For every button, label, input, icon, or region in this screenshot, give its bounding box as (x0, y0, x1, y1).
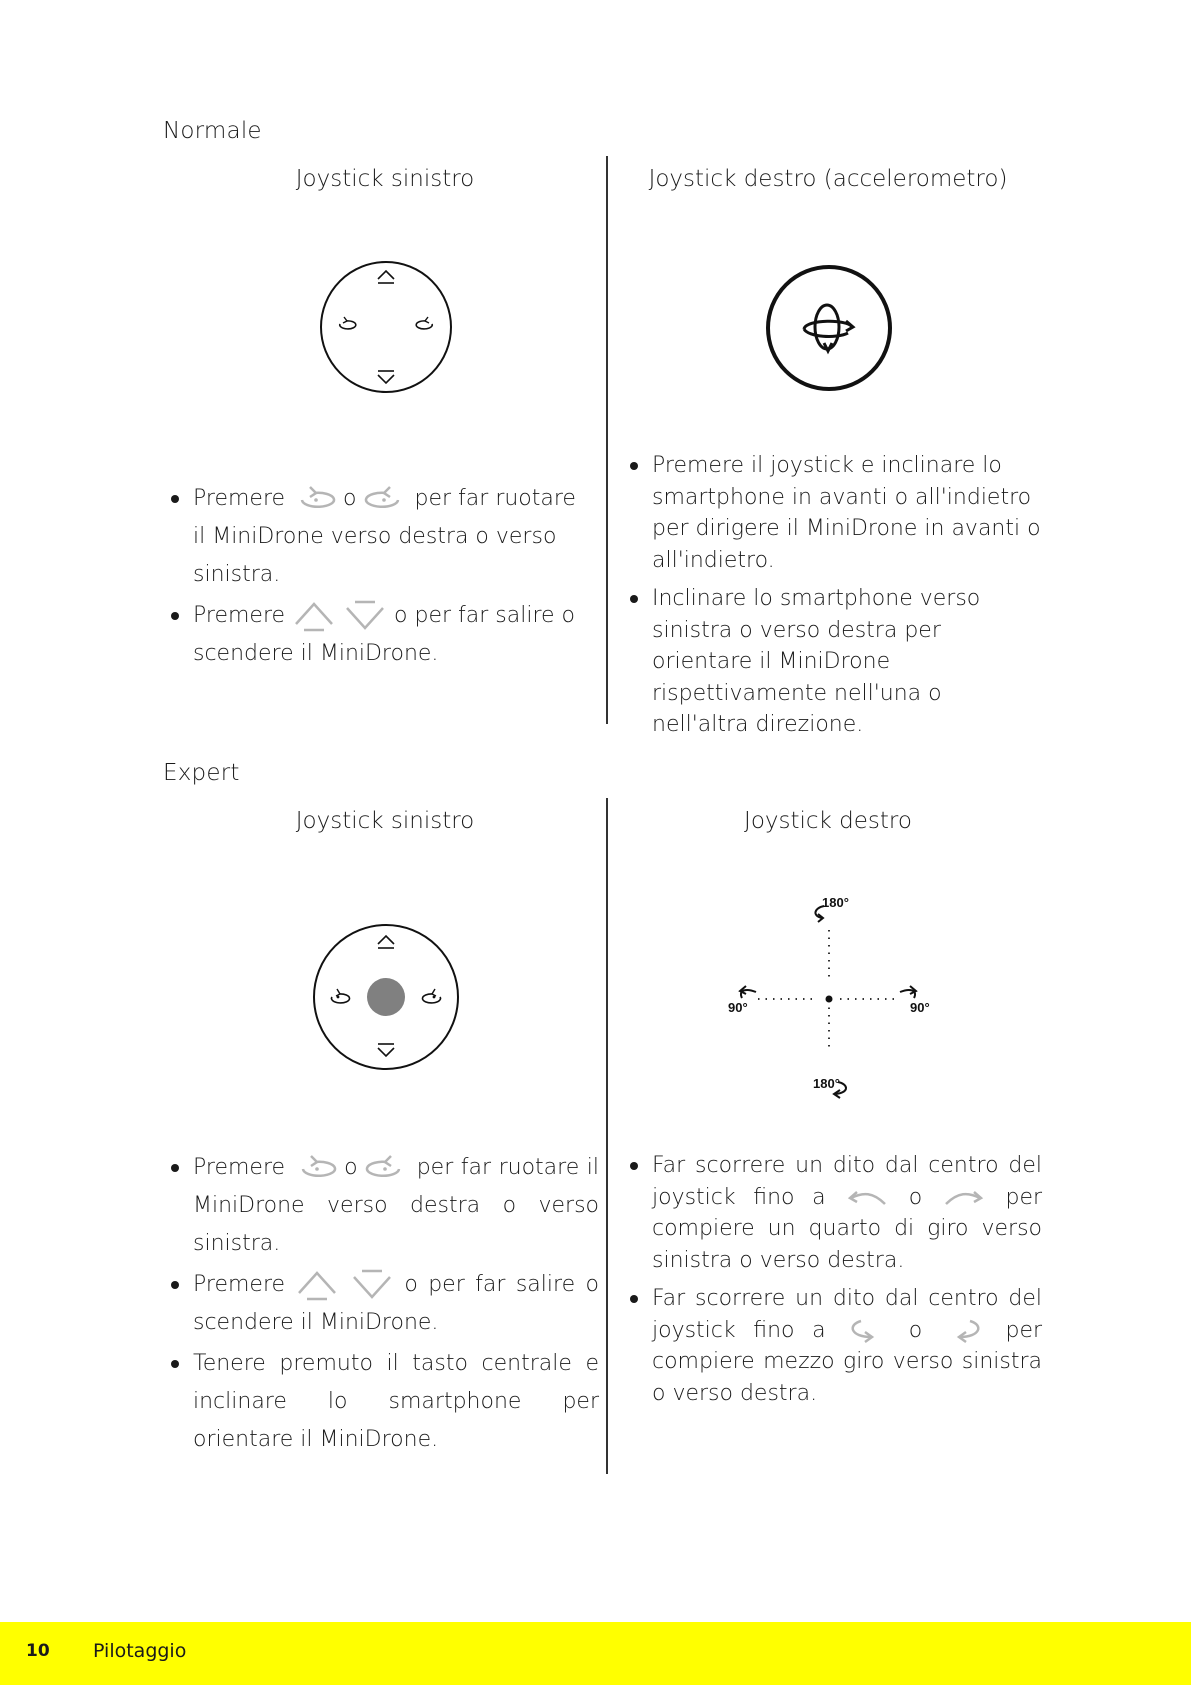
list-item: Far scorrere un dito dal centro del joystick fino a o per compiere mezzo giro verso sinistra o verso destra. (622, 1283, 1042, 1409)
expert-left-joystick-title: Joystick sinistro (295, 808, 475, 834)
normal-right-joystick-title: Joystick destro (accelerometro) (648, 166, 1008, 192)
label-90-left: 90° (728, 1000, 748, 1015)
list-item: Far scorrere un dito dal centro del joystick fino a o per compiere un quarto di giro verso sinistra o verso destra. (622, 1150, 1042, 1276)
footer-title: Pilotaggio (93, 1640, 187, 1662)
list-item: Premere il joystick e inclinare lo smartphone in avanti o all'indietro per dirigere il MiniDrone in avanti o all'indietro. (622, 450, 1042, 576)
page-footer (0, 1622, 1191, 1685)
list-item: Premere o per far ruotare il MiniDrone verso destra o verso sinistra. (163, 480, 583, 594)
half-turn-right-icon (940, 1317, 988, 1345)
list-item: Inclinare lo smartphone verso sinistra o verso destra per orientare il MiniDrone rispettivamente nell'una o nell'altra direzione. (622, 583, 1042, 741)
list-item: Premere o per far salire o scendere il MiniDrone. (163, 1266, 599, 1342)
section-title-normal: Normale (163, 118, 262, 144)
page-number: 10 (26, 1641, 50, 1661)
normal-right-instructions (622, 450, 1042, 748)
quarter-turn-left-icon (843, 1186, 891, 1210)
expert-left-instructions (163, 1149, 599, 1462)
rotate-right-icon (293, 1151, 337, 1185)
center-button-icon (367, 978, 405, 1016)
normal-left-instructions (163, 480, 583, 676)
expert-right-instructions (622, 1150, 1042, 1416)
label-90-right: 90° (910, 1000, 930, 1015)
section-title-expert: Expert (163, 760, 240, 786)
column-divider-normal (606, 156, 608, 724)
ascend-icon (295, 1267, 339, 1303)
ascend-icon (292, 598, 336, 634)
expert-right-joystick-title: Joystick destro (744, 808, 912, 834)
expert-right-joystick-diagram (718, 890, 938, 1105)
rotate-left-icon (364, 482, 408, 516)
normal-left-joystick-icon (316, 259, 456, 395)
normal-left-joystick-title: Joystick sinistro (295, 166, 475, 192)
list-item: Premere o per far salire o scendere il MiniDrone. (163, 597, 583, 673)
rotate-right-icon (292, 482, 336, 516)
label-180-bottom: 180° (813, 1076, 840, 1091)
list-item: Tenere premuto il tasto centrale e inclinare lo smartphone per orientare il MiniDrone. (163, 1345, 599, 1459)
rotate-left-icon (365, 1151, 409, 1185)
accelerometer-joystick-icon (764, 263, 894, 393)
descend-icon (350, 1267, 394, 1303)
descend-icon (343, 598, 387, 634)
column-divider-expert (606, 798, 608, 1474)
quarter-turn-right-icon (940, 1186, 988, 1210)
label-180-top: 180° (822, 895, 849, 910)
list-item: Premere o per far ruotare il MiniDrone verso destra o verso sinistra. (163, 1149, 599, 1263)
expert-left-joystick-icon (310, 922, 462, 1072)
center-dot (826, 996, 833, 1003)
half-turn-left-icon (843, 1317, 891, 1345)
